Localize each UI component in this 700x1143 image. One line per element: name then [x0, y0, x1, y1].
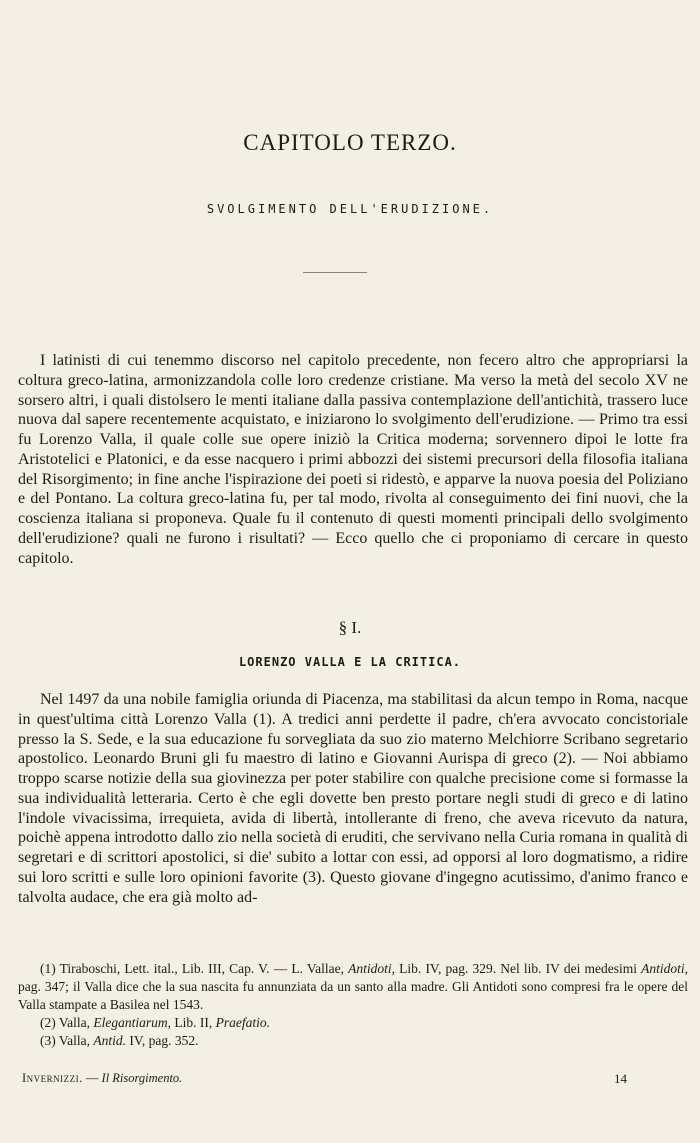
- footnote-italic: Praefatio.: [215, 1015, 270, 1030]
- page-footer: [22, 1071, 682, 1089]
- footer-author: Invernizzi.: [22, 1071, 83, 1085]
- footer-running-title: [22, 1071, 182, 1086]
- ornament-rule: [303, 272, 367, 273]
- footer-work-title: Il Risorgimento.: [101, 1071, 183, 1085]
- footnote-2: [18, 1014, 688, 1032]
- footnote-text: , Lib. IV, pag. 329. Nel lib. IV dei medesimi: [391, 961, 642, 976]
- intro-paragraph-text: I latinisti di cui tenemmo discorso nel capitolo precedente, non fecero altro che appropriarsi la coltura greco-latina, armonizzandola colle loro credenze cristiane. Ma verso la metà del secolo XV ne sorsero altri, i quali distolsero le menti italiane dalla passiva contemplazione dell'antichità, trassero luce nuova dal sapere recentemente acquistato, e iniziarono lo svolgimento dell'erudizione. — Primo tra essi fu Lorenzo Valla, il quale colle sue opere iniziò la Critica moderna; sorvennero dipoi le lotte fra Aristotelici e Platonici, e da esse nacquero i primi abbozzi dei sistemi precursori della filosofia italiana del Risorgimento; in fine anche l'ispirazione dei poeti si ridestò, e apparve la nuova poesia del Poliziano e del Pontano. La coltura greco-latina fu, per tal modo, rivolta al conseguimento dei fini nuovi, che la coscienza italiana si proponeva. Quale fu il contenuto di questi momenti principali dello svolgimento dell'erudizione? quali ne furono i risultati? — Ecco quello che ci proponiamo di cercare in questo capitolo.: [18, 352, 688, 567]
- chapter-subtitle: SVOLGIMENTO DELL'ERUDIZIONE.: [206, 202, 494, 216]
- footnote-text: (1) Tiraboschi, Lett. ital., Lib. III, Cap. V. — L. Vallae,: [40, 961, 349, 976]
- footnote-1: [18, 960, 688, 1014]
- footnotes: [18, 960, 688, 1050]
- footnote-italic: Antidoti: [641, 961, 685, 976]
- footnote-italic: Elegantiarum,: [93, 1015, 171, 1030]
- footnote-text: (2) Valla,: [40, 1015, 94, 1030]
- footnote-text: , pag. 347; il Valla dice che la sua nascita fu annunziata da un santo alla madre. Gli Antidoti sono compresi fra le opere del Valla stampate a Basilea nel 1543.: [18, 961, 688, 1012]
- body-paragraph: [18, 690, 688, 907]
- footnote-text: Lib. II,: [171, 1015, 216, 1030]
- footnote-3: [18, 1032, 688, 1050]
- chapter-title: CAPITOLO TERZO.: [243, 130, 457, 155]
- footnote-text: IV, pag. 352.: [126, 1033, 199, 1048]
- signature-mark: 14: [614, 1071, 627, 1086]
- section-mark: § I.: [338, 618, 362, 637]
- footer-separator: —: [82, 1071, 102, 1085]
- footnote-italic: Antid.: [93, 1033, 126, 1048]
- footnote-italic: Antidoti: [348, 961, 392, 976]
- footnote-text: (3) Valla,: [40, 1033, 94, 1048]
- body-paragraph-text: Nel 1497 da una nobile famiglia oriunda di Piacenza, ma stabilitasi da alcun tempo in Roma, nacque in quest'ultima città Lorenzo Valla (1). A tredici anni perdette il padre, ch'era avvocato concistoriale presso la S. Sede, e la sua educazione fu sorvegliata da suo zio materno Melchiorre Scribano segretario apostolico. Leonardo Bruni gli fu maestro di latino e Giovanni Aurispa di greco (2). — Noi abbiamo troppo scarse notizie della sua giovinezza per poter stabilire con qualche precisione come si formasse la sua individualità letteraria. Certo è che egli dovette ben presto portare negli studi di greco e di latino l'indole vivacissima, irrequieta, avida di libertà, intollerante di freno, che aveva ricevuto da natura, poichè appena introdotto dallo zio nella società di eruditi, che servivano nella Curia romana in qualità di segretari e di scrittori apostolici, si die' subito a lottar con essi, ad opporsi al loro dogmatismo, a ridire sui loro scritti e sulle loro opinioni favorite (3). Questo giovane d'ingegno acutissimo, d'animo franco e talvolta audace, che era già molto ad-: [18, 691, 688, 906]
- section-heading: LORENZO VALLA E LA CRITICA.: [238, 655, 462, 669]
- intro-paragraph: [18, 351, 688, 568]
